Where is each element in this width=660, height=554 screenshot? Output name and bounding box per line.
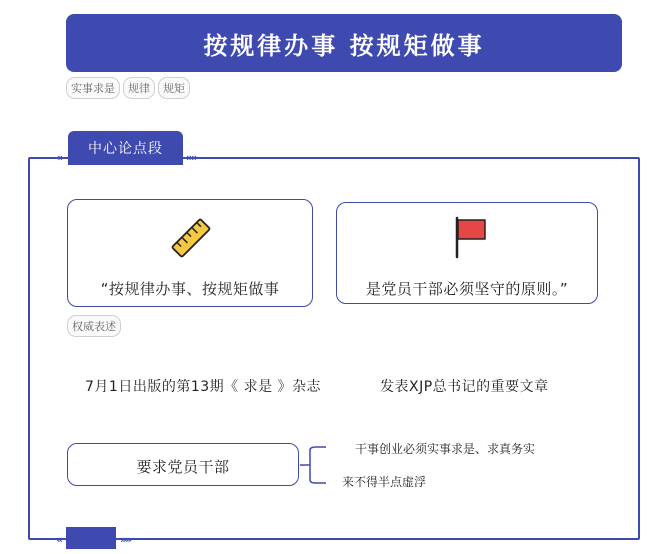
tag[interactable]: 实事求是 [66, 77, 120, 99]
quote-card-right [336, 202, 598, 304]
chevron-left-icon: « [56, 533, 62, 546]
requirement-box [67, 443, 299, 486]
tag[interactable]: 规律 [123, 77, 155, 99]
requirement-item: 干事创业必须实事求是、求真务实 [355, 442, 536, 456]
quote-card-left [67, 199, 313, 307]
chevron-left-icon: « [56, 151, 62, 164]
source-article: 发表XJP总书记的重要文章 [380, 379, 549, 395]
tag[interactable]: 规矩 [158, 77, 190, 99]
requirement-box-label: 要求党员干部 [136, 458, 230, 476]
source-publication: 7月1日出版的第13期《 求是 》杂志 [85, 379, 322, 395]
quote-text-left: “按规律办事、按规矩做事 [100, 280, 280, 298]
requirement-item: 来不得半点虚浮 [342, 475, 427, 489]
tag-list [66, 77, 190, 99]
chevron-right-icon: »» [120, 533, 131, 546]
red-flag-icon [451, 215, 491, 259]
authority-tag[interactable]: 权威表述 [67, 315, 121, 337]
title-banner [66, 14, 622, 72]
page-title: 按规律办事 按规矩做事 [203, 31, 485, 60]
ruler-icon [169, 216, 213, 260]
bracket-connector [300, 444, 330, 486]
chevron-right-icon: »» [186, 151, 197, 164]
section-tab [68, 131, 183, 165]
bottom-tab [66, 527, 116, 549]
section-tab-label: 中心论点段 [88, 141, 163, 157]
quote-text-right: 是党员干部必须坚守的原则。” [365, 280, 569, 298]
